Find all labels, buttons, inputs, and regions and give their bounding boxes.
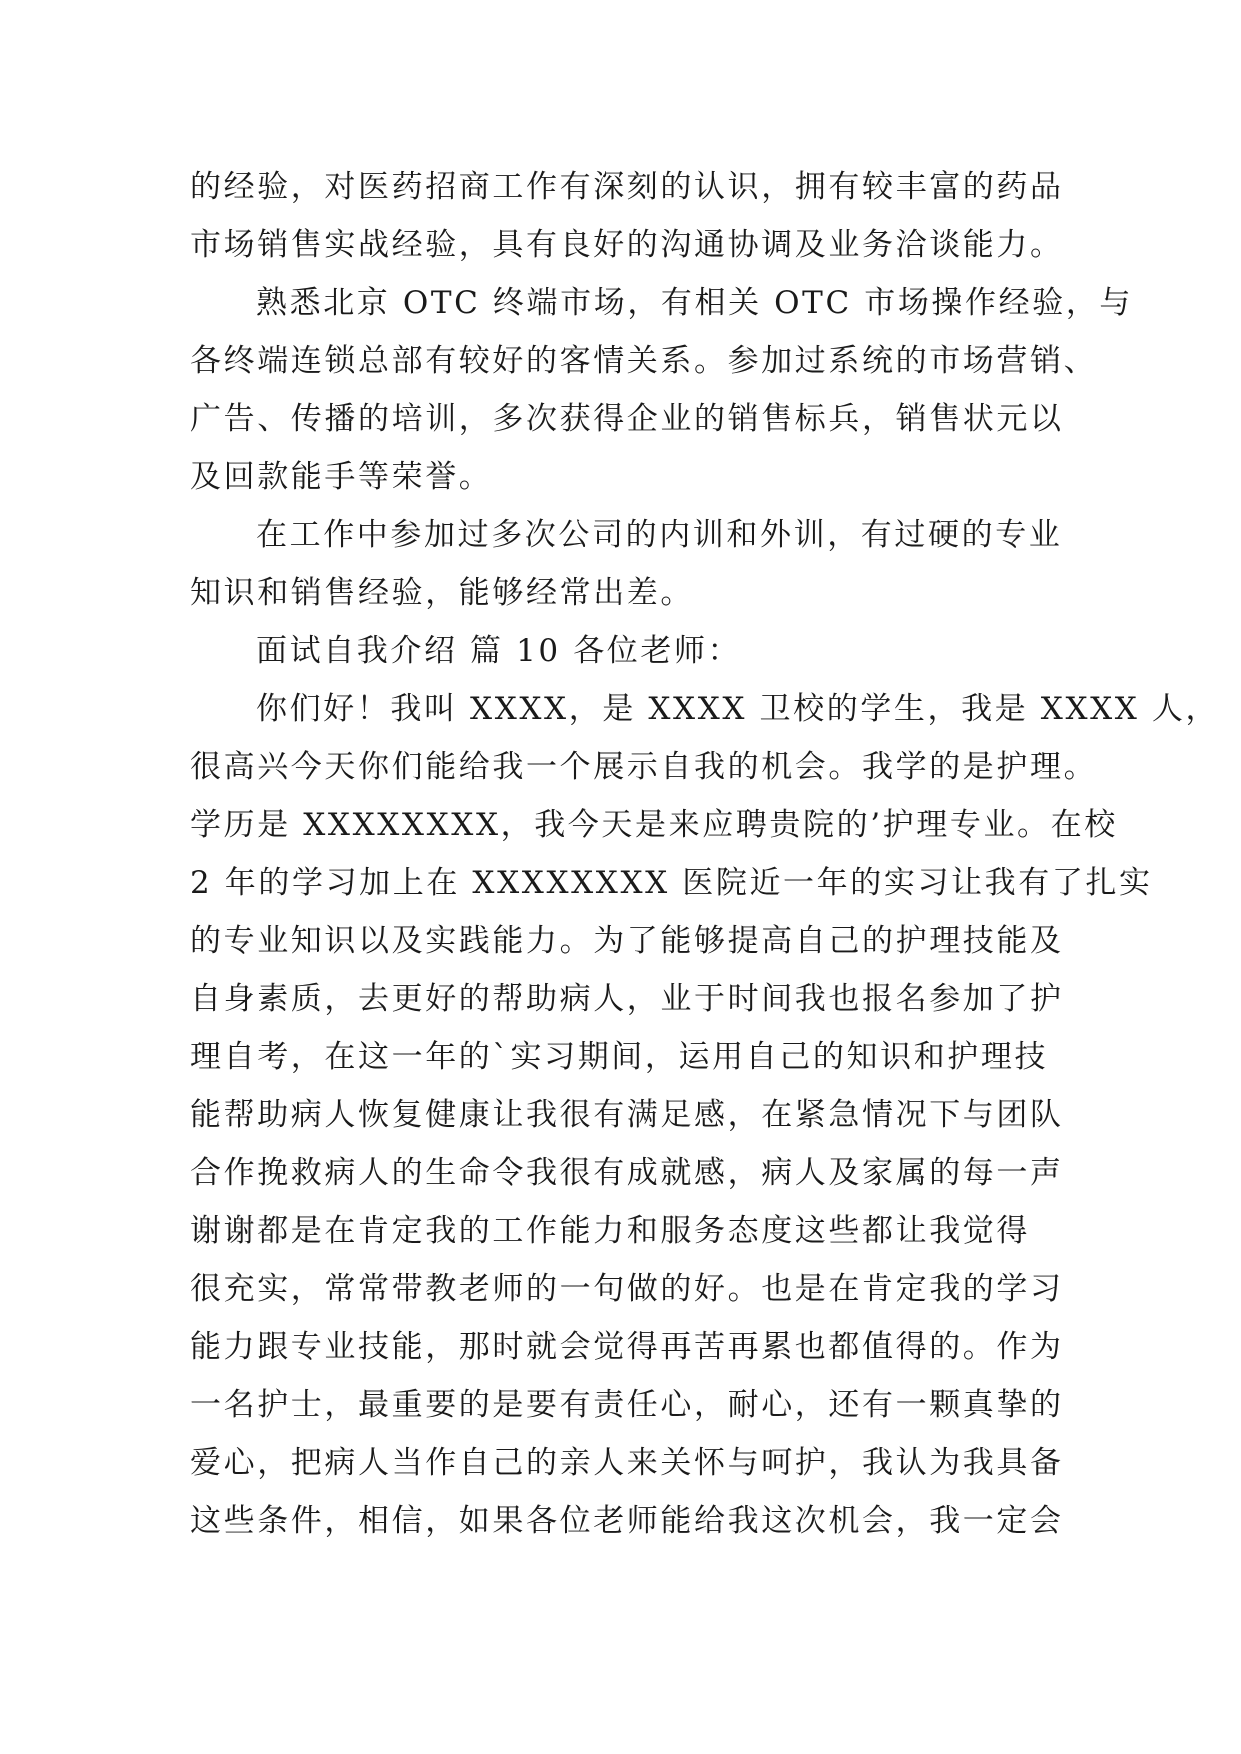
- text-line: 的专业知识以及实践能力。为了能够提高自己的护理技能及: [190, 923, 1064, 959]
- text-line: 市场销售实战经验，具有良好的沟通协调及业务洽谈能力。: [190, 227, 1064, 263]
- text-line: 能帮助病人恢复健康让我很有满足感，在紧急情况下与团队: [190, 1097, 1064, 1133]
- section-heading-line: 面试自我介绍 篇 10 各位老师：: [256, 633, 742, 669]
- text-line: 很充实，常常带教老师的一句做的好。也是在肯定我的学习: [190, 1271, 1064, 1307]
- text-line: 合作挽救病人的生命令我很有成就感，病人及家属的每一声: [190, 1155, 1064, 1191]
- document-body: [190, 158, 1220, 1550]
- paragraph-start-line: 你们好！我叫 XXXX，是 XXXX 卫校的学生，我是 XXXX 人，: [256, 691, 1220, 727]
- text-line: 2 年的学习加上在 XXXXXXXX 医院近一年的实习让我有了扎实: [190, 865, 1153, 901]
- paragraph-start-line: 在工作中参加过多次公司的内训和外训，有过硬的专业: [256, 517, 1063, 553]
- text-line: 这些条件，相信，如果各位老师能给我这次机会，我一定会: [190, 1503, 1064, 1539]
- text-line: 一名护士，最重要的是要有责任心，耐心，还有一颗真挚的: [190, 1387, 1064, 1423]
- paragraph-start-line: 熟悉北京 OTC 终端市场，有相关 OTC 市场操作经验，与: [256, 285, 1134, 321]
- text-line: 很高兴今天你们能给我一个展示自我的机会。我学的是护理。: [190, 749, 1098, 785]
- text-line: 知识和销售经验，能够经常出差。: [190, 575, 694, 611]
- text-line: 广告、传播的培训，多次获得企业的销售标兵，销售状元以: [190, 401, 1064, 437]
- text-line: 理自考，在这一年的`实习期间，运用自己的知识和护理技: [190, 1039, 1049, 1075]
- text-line: 各终端连锁总部有较好的客情关系。参加过系统的市场营销、: [190, 343, 1098, 379]
- text-line: 能力跟专业技能，那时就会觉得再苦再累也都值得的。作为: [190, 1329, 1064, 1365]
- text-line: 学历是 XXXXXXXX，我今天是来应聘贵院的’护理专业。在校: [190, 807, 1118, 843]
- text-line: 及回款能手等荣誉。: [190, 459, 493, 495]
- text-line: 自身素质，去更好的帮助病人，业于时间我也报名参加了护: [190, 981, 1064, 1017]
- text-line: 爱心，把病人当作自己的亲人来关怀与呵护，我认为我具备: [190, 1445, 1064, 1481]
- text-line: 的经验，对医药招商工作有深刻的认识，拥有较丰富的药品: [190, 169, 1064, 205]
- text-line: 谢谢都是在肯定我的工作能力和服务态度这些都让我觉得: [190, 1213, 1030, 1249]
